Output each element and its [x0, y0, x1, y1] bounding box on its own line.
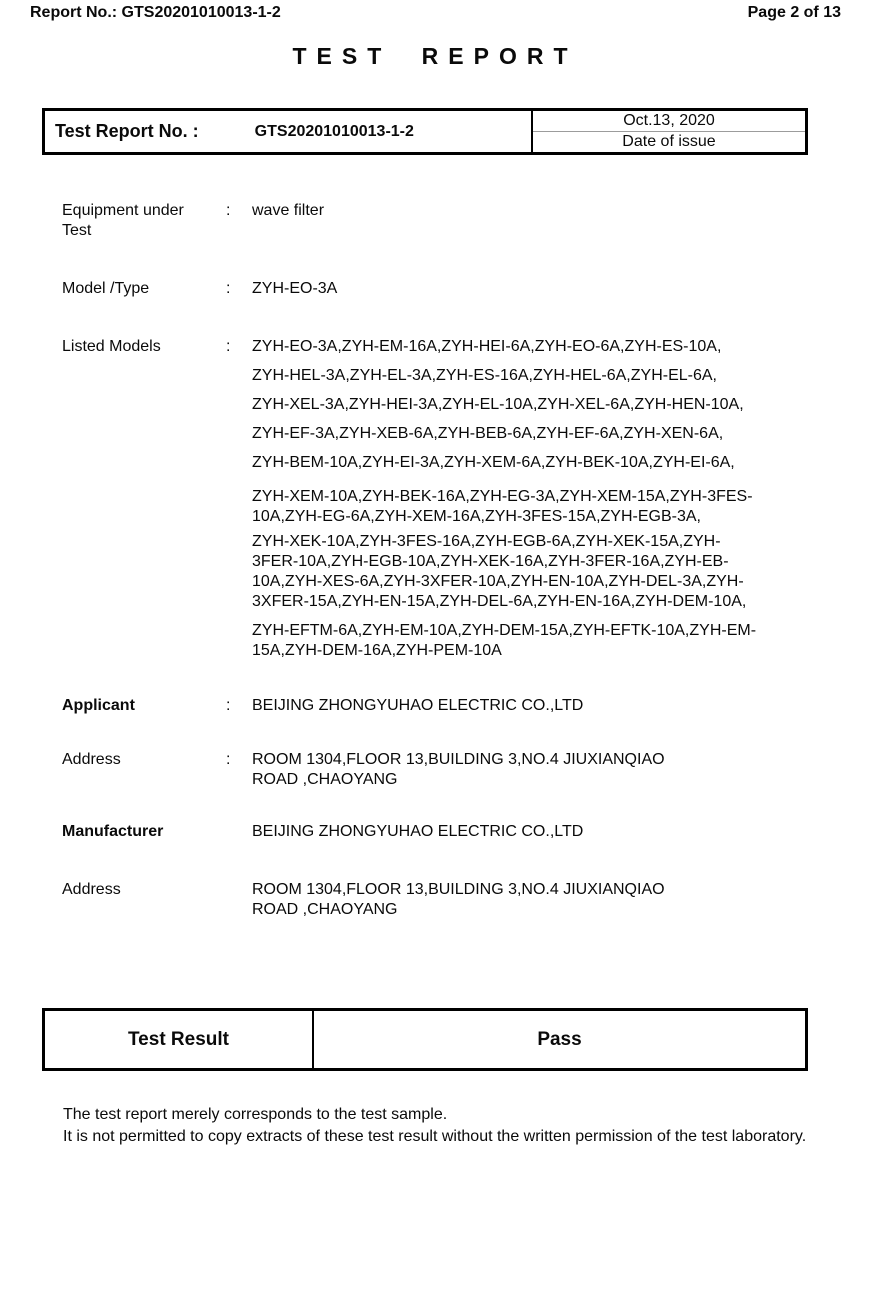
listed-models-colon: :: [226, 338, 231, 355]
model-value: ZYH-EO-3A: [252, 280, 338, 297]
applicant-address-value: ROOM 1304,FLOOR 13,BUILDING 3,NO.4 JIUXIANQIAO ROAD ,CHAOYANG: [252, 751, 665, 788]
header-report-no: Report No.: GTS20201010013-1-2: [30, 4, 281, 21]
manufacturer-value: BEIJING ZHONGYUHAO ELECTRIC CO.,LTD: [252, 823, 584, 840]
manufacturer-address-label: Address: [62, 881, 121, 898]
issue-date-cell: [533, 111, 805, 152]
test-result-value: Pass: [537, 1028, 582, 1050]
model-list-line: 15A,ZYH-DEM-16A,ZYH-PEM-10A: [252, 642, 502, 659]
equipment-label: Equipment under Test: [62, 202, 184, 239]
model-list-line: 10A,ZYH-EG-6A,ZYH-XEM-16A,ZYH-3FES-15A,ZYH-EGB-3A,: [252, 508, 701, 525]
applicant-colon: :: [226, 697, 231, 714]
manufacturer-label: Manufacturer: [62, 823, 164, 840]
model-list-line: ZYH-EO-3A,ZYH-EM-16A,ZYH-HEI-6A,ZYH-EO-6A,ZYH-ES-10A,: [252, 338, 722, 355]
page-title: TEST REPORT: [292, 43, 578, 69]
issue-date-label: Date of issue: [622, 133, 716, 150]
applicant-address-label: Address: [62, 751, 121, 768]
model-list-line: 3FER-10A,ZYH-EGB-10A,ZYH-XEK-16A,ZYH-3FER-16A,ZYH-EB-: [252, 553, 729, 570]
model-list-line: ZYH-EFTM-6A,ZYH-EM-10A,ZYH-DEM-15A,ZYH-EFTK-10A,ZYH-EM-: [252, 622, 757, 639]
footer-line-1: The test report merely corresponds to the test sample.: [63, 1106, 448, 1123]
field-row-listed-models: [62, 337, 812, 661]
model-list-line: 3XFER-15A,ZYH-EN-15A,ZYH-DEL-6A,ZYH-EN-16A,ZYH-DEM-10A,: [252, 593, 747, 610]
report-no-label: Test Report No. :: [55, 121, 199, 141]
field-row-model: [62, 279, 812, 299]
page-header: [30, 4, 841, 22]
footer-note: [63, 1104, 841, 1147]
field-row-manufacturer: [62, 822, 812, 842]
header-page-number: Page 2 of 13: [747, 4, 841, 21]
field-row-equipment: [62, 201, 812, 241]
model-list-line: ZYH-XEM-10A,ZYH-BEK-16A,ZYH-EG-3A,ZYH-XEM-15A,ZYH-3FES-: [252, 488, 753, 505]
model-list-line: 10A,ZYH-XES-6A,ZYH-3XFER-10A,ZYH-EN-10A,ZYH-DEL-3A,ZYH-: [252, 573, 744, 590]
model-list-line: ZYH-BEM-10A,ZYH-EI-3A,ZYH-XEM-6A,ZYH-BEK-10A,ZYH-EI-6A,: [252, 454, 735, 471]
model-list-line: ZYH-XEL-3A,ZYH-HEI-3A,ZYH-EL-10A,ZYH-XEL-6A,ZYH-HEN-10A,: [252, 396, 744, 413]
applicant-address-colon: :: [226, 751, 231, 768]
report-info-left-cell: [45, 111, 533, 152]
model-colon: :: [226, 280, 231, 297]
test-result-table: [42, 1008, 808, 1071]
equipment-colon: :: [226, 202, 231, 219]
field-row-manufacturer-address: [62, 880, 812, 920]
model-list-line: ZYH-HEL-3A,ZYH-EL-3A,ZYH-ES-16A,ZYH-HEL-6A,ZYH-EL-6A,: [252, 367, 717, 384]
footer-line-2: It is not permitted to copy extracts of these test result without the written permission of the test laboratory.: [63, 1127, 807, 1145]
manufacturer-address-value: ROOM 1304,FLOOR 13,BUILDING 3,NO.4 JIUXIANQIAO ROAD ,CHAOYANG: [252, 881, 665, 918]
field-row-applicant: [62, 696, 812, 716]
issue-date: Oct.13, 2020: [533, 111, 805, 132]
test-result-label: Test Result: [45, 1011, 314, 1068]
model-list-line: ZYH-XEK-10A,ZYH-3FES-16A,ZYH-EGB-6A,ZYH-XEK-15A,ZYH-: [252, 533, 721, 550]
listed-models-label: Listed Models: [62, 338, 161, 355]
field-row-applicant-address: [62, 750, 812, 790]
report-info-table: [42, 108, 808, 155]
applicant-value: BEIJING ZHONGYUHAO ELECTRIC CO.,LTD: [252, 697, 584, 714]
field-list: [62, 201, 812, 920]
report-no-value: GTS20201010013-1-2: [254, 122, 414, 140]
equipment-value: wave filter: [252, 202, 325, 219]
listed-models-value: [252, 337, 812, 661]
model-list-line: ZYH-EF-3A,ZYH-XEB-6A,ZYH-BEB-6A,ZYH-EF-6A,ZYH-XEN-6A,: [252, 425, 724, 442]
applicant-label: Applicant: [62, 697, 135, 714]
model-label: Model /Type: [62, 280, 150, 297]
